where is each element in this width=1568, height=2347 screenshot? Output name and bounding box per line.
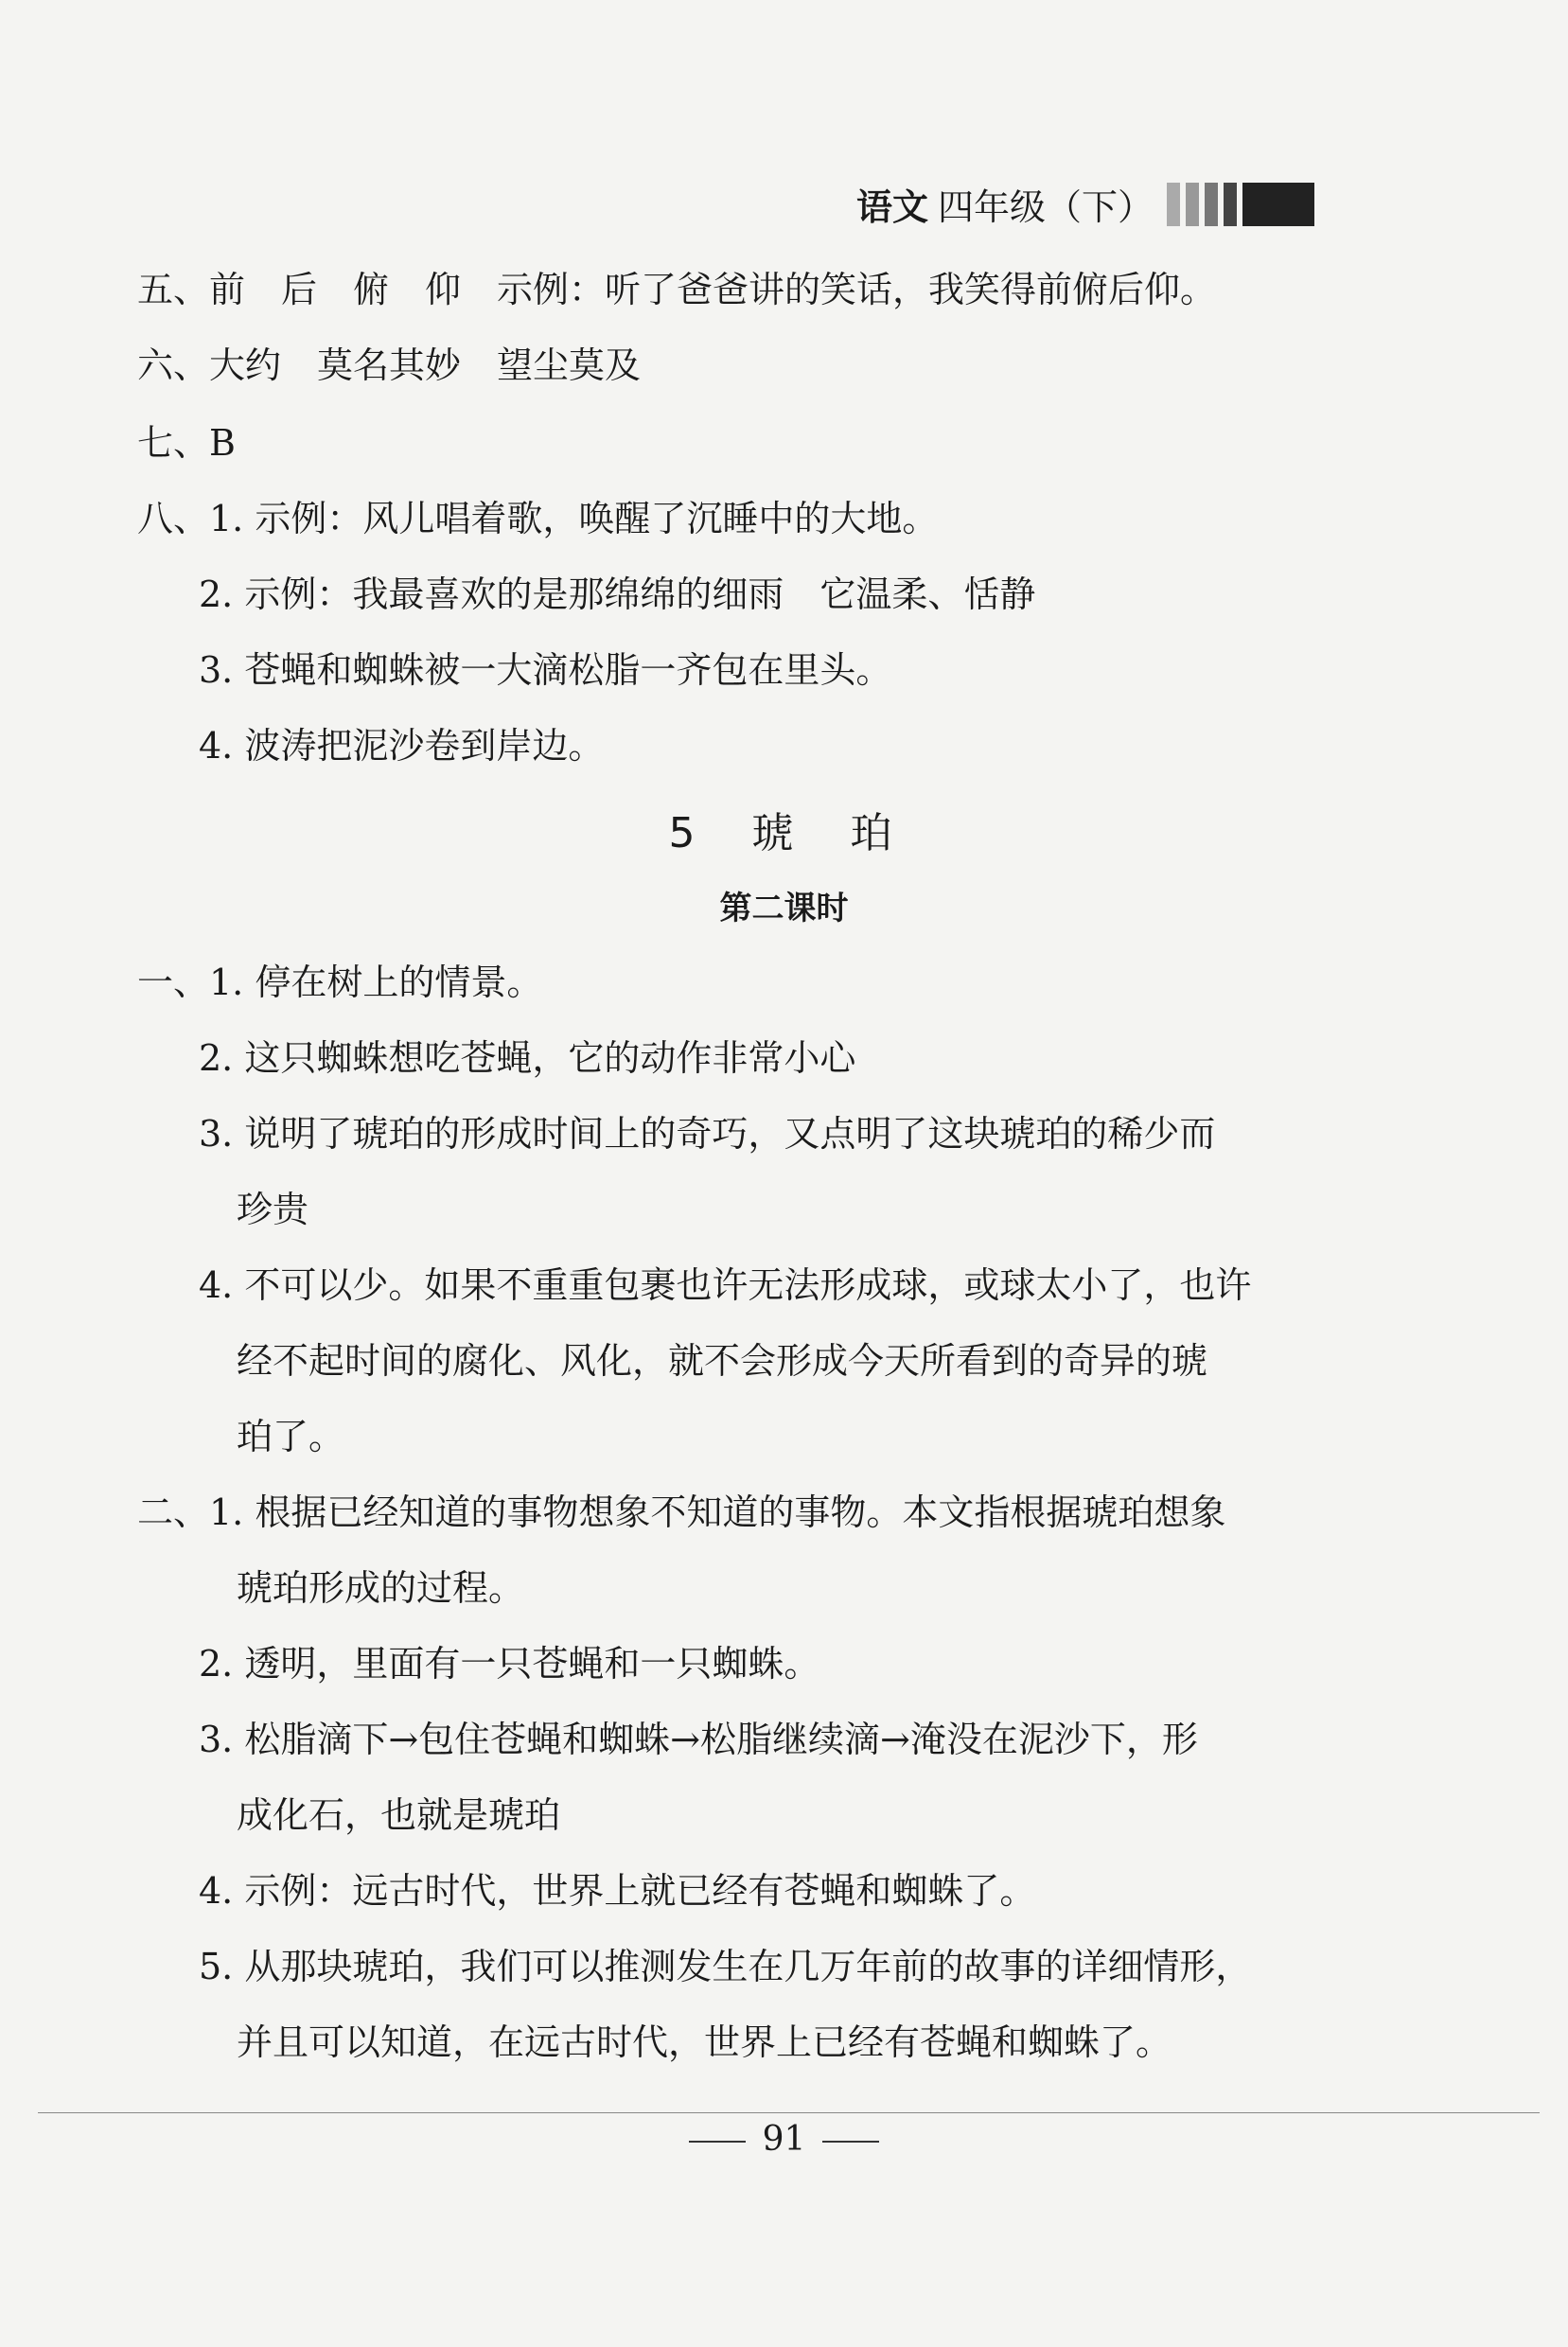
page-number <box>0 2120 1568 2159</box>
answer-line: 八、1. 示例：风儿唱着歌，唤醒了沉睡中的大地。 <box>137 498 939 539</box>
header-volume: （下） <box>1046 186 1154 228</box>
answer-line: 经不起时间的腐化、风化，就不会形成今天所看到的奇异的琥 <box>237 1340 1208 1382</box>
answer-line: 并且可以知道，在远古时代，世界上已经有苍蝇和蜘蛛了。 <box>237 2021 1172 2063</box>
answer-line: 4. 示例：远古时代，世界上就已经有苍蝇和蜘蛛了。 <box>199 1870 1036 1912</box>
answer-line: 五、前 后 俯 仰 示例：听了爸爸讲的笑话，我笑得前俯后仰。 <box>137 269 1217 310</box>
answer-line: 4. 波涛把泥沙卷到岸边。 <box>199 725 605 767</box>
header-subject: 语文 <box>856 186 929 228</box>
answer-line: 成化石，也就是琥珀 <box>237 1794 561 1836</box>
answer-line: 2. 透明，里面有一只苍蝇和一只蜘蛛。 <box>199 1643 820 1685</box>
answer-line: 珀了。 <box>237 1416 345 1457</box>
answer-line: 珍贵 <box>237 1189 309 1230</box>
answer-line: 七、B <box>137 422 236 464</box>
answer-line: 六、大约 莫名其妙 望尘莫及 <box>137 344 642 386</box>
answer-line: 3. 松脂滴下→包住苍蝇和蜘蛛→松脂继续滴→淹没在泥沙下，形 <box>199 1719 1198 1760</box>
header-decoration-bars <box>1167 183 1314 226</box>
answer-line: 3. 苍蝇和蜘蛛被一大滴松脂一齐包在里头。 <box>199 649 892 691</box>
answer-line: 3. 说明了琥珀的形成时间上的奇巧，又点明了这块琥珀的稀少而 <box>199 1113 1216 1155</box>
page-number-value: 91 <box>762 2120 806 2159</box>
page-header <box>856 178 1314 230</box>
lesson-title: 5 琥 珀 <box>668 809 900 857</box>
lesson-subtitle: 第二课时 <box>719 890 849 927</box>
answer-line: 4. 不可以少。如果不重重包裹也许无法形成球，或球太小了，也许 <box>199 1264 1252 1306</box>
answer-line: 2. 示例：我最喜欢的是那绵绵的细雨 它温柔、恬静 <box>199 574 1036 615</box>
answer-line: 一、1. 停在树上的情景。 <box>137 962 543 1003</box>
answer-line: 2. 这只蜘蛛想吃苍蝇，它的动作非常小心 <box>199 1037 856 1079</box>
answer-line: 二、1. 根据已经知道的事物想象不知道的事物。本文指根据琥珀想象 <box>137 1491 1226 1533</box>
answer-line: 琥珀形成的过程。 <box>237 1567 525 1609</box>
header-grade: 四年级 <box>938 186 1047 228</box>
answer-line: 5. 从那块琥珀，我们可以推测发生在几万年前的故事的详细情形， <box>199 1946 1252 1987</box>
footer-divider <box>38 2112 1540 2113</box>
